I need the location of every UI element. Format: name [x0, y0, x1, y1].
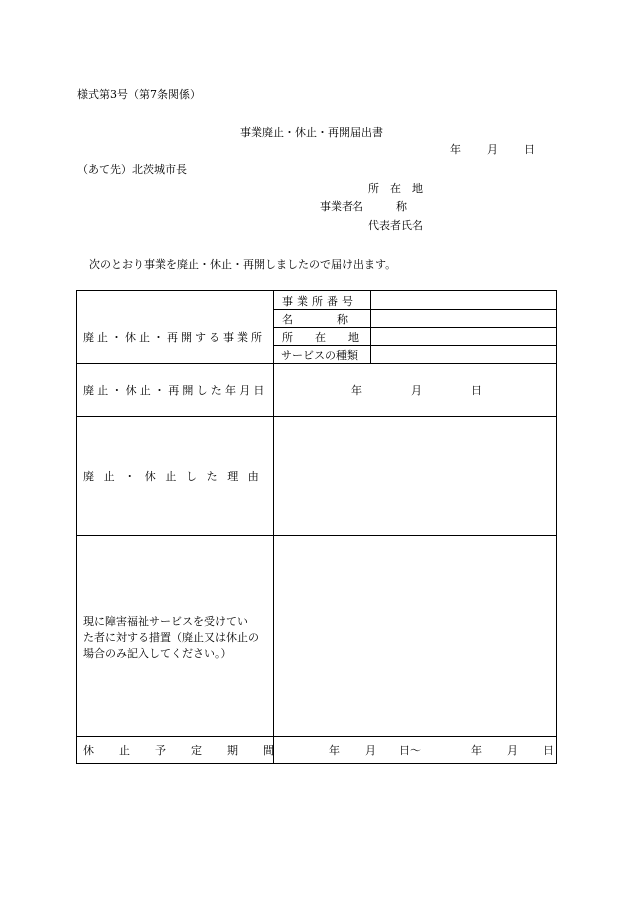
form-number: 様式第3号（第7条関係） [77, 88, 201, 101]
applicant-representative-label: 代表者氏名 [368, 219, 423, 232]
office-name-label: 名 称 [282, 313, 348, 326]
measures-label-line3: 場合のみ記入してください。） [83, 647, 232, 660]
period-end-month: 月 [507, 744, 518, 757]
date-row-day: 日 [471, 384, 482, 397]
measures-label-line2: た者に対する措置（廃止又は休止の [83, 631, 259, 644]
reason-label: 廃止・休止した理由 [83, 470, 269, 483]
period-end-year: 年 [471, 744, 482, 757]
office-number-label: 事業所番号 [282, 295, 357, 308]
period-start-month: 月 [365, 744, 376, 757]
office-label: 廃止・休止・再開する事業所 [83, 331, 265, 344]
date-row-month: 月 [411, 384, 422, 397]
date-row-year: 年 [351, 384, 362, 397]
period-label: 休止予定期間 [83, 744, 299, 757]
reason-value[interactable] [277, 419, 553, 532]
office-address-value[interactable] [373, 329, 553, 343]
applicant-block [310, 180, 460, 240]
service-type-label: サービスの種類 [281, 349, 358, 362]
submission-date-day: 日 [524, 143, 535, 156]
notification-table [76, 290, 557, 764]
submission-date-year: 年 [450, 143, 461, 156]
date-row-label: 廃止・休止・再開した年月日 [83, 384, 268, 397]
applicant-role-label: 事業者 [320, 200, 353, 213]
service-type-value[interactable] [373, 347, 553, 361]
statement: 次のとおり事業を廃止・休止・再開しましたので届け出ます。 [89, 258, 397, 271]
period-start-day: 日～ [399, 744, 421, 757]
period-start-year: 年 [329, 744, 340, 757]
measures-value[interactable] [277, 538, 553, 733]
submission-date-month: 月 [487, 143, 498, 156]
applicant-name-label: 名 称 [352, 200, 407, 213]
office-address-label: 所 在 地 [282, 331, 359, 344]
document-title: 事業廃止・休止・再開届出書 [240, 126, 383, 139]
office-number-value[interactable] [373, 293, 553, 307]
applicant-address-label: 所 在 地 [368, 182, 423, 195]
addressee: （あて先）北茨城市長 [77, 163, 187, 176]
measures-label-line1: 現に障害福祉サービスを受けてい [83, 615, 248, 628]
period-end-day: 日 [543, 744, 554, 757]
office-name-value[interactable] [373, 311, 553, 325]
